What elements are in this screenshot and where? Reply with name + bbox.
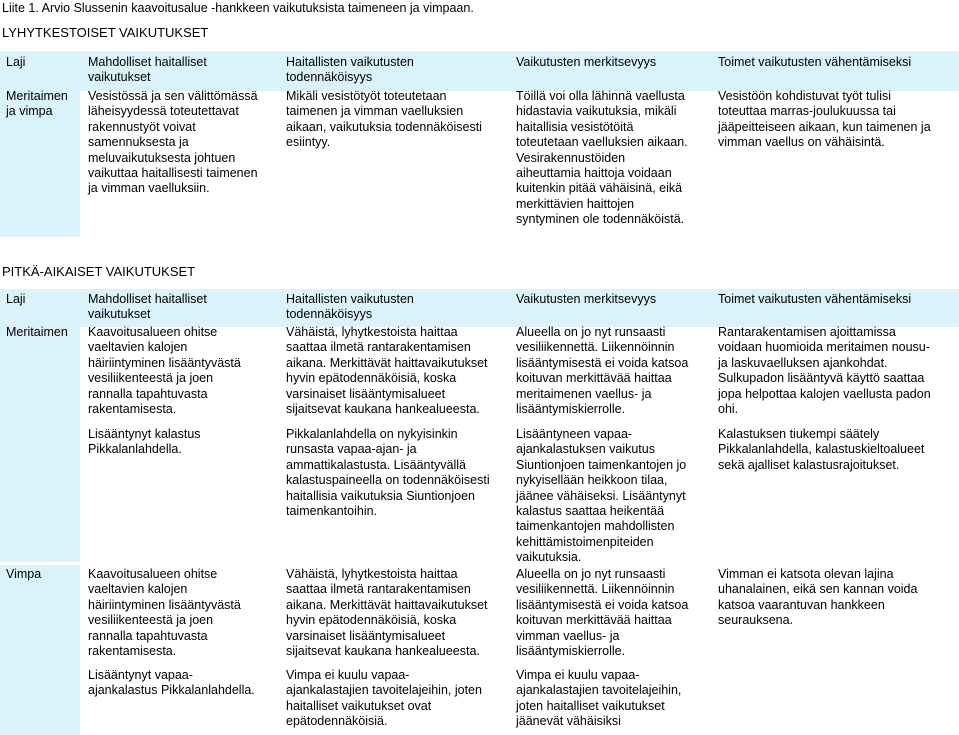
cell-line: saattaa ilmetä rantarakentamisen: [286, 582, 471, 597]
cell-line: Vesistössä ja sen välittömässä: [88, 89, 258, 103]
cell-line: ammattikalastusta. Lisääntyvällä: [286, 457, 466, 472]
cell-line: Vimman ei katsota olevan lajina: [718, 567, 894, 581]
cell-line: taimenen ja vimman vaelluksien: [286, 104, 464, 119]
cell-merkitsevyys: [516, 567, 688, 659]
cell-line: hyvin epätodennäköisiä, koska: [286, 613, 457, 628]
cell-line: vaikutuksia.: [516, 550, 582, 565]
cell-vaikutukset: [88, 567, 241, 659]
cell-line: koituvan merkittävää haittaa: [516, 613, 672, 628]
cell-todennakoisyys: [286, 567, 488, 659]
cell-line: kalastus saattaa heikentää: [516, 504, 665, 519]
cell-todennakoisyys: [286, 89, 482, 151]
cell-line: ja vimpa: [6, 104, 53, 119]
cell-line: sijaitsevat kaukana hankealueesta.: [286, 402, 480, 417]
cell-line: Pikkalanlahdella, kalastuskieltoalueet: [718, 442, 925, 457]
cell-line: ajankalastus Pikkalanlahdella.: [88, 683, 255, 698]
long-term-table: [0, 289, 959, 729]
header-todennakoisyys: [286, 55, 414, 86]
cell-line: ajankalastajien tavoitelajeihin, joten: [286, 683, 482, 698]
cell-line: taimenkantoihin.: [286, 504, 378, 519]
short-term-header-row: [0, 51, 959, 91]
cell-vaikutukset: [88, 325, 241, 417]
cell-line: runsasta vapaa-ajan- ja: [286, 442, 417, 457]
cell-line: vimman vaellus on vähäisintä.: [718, 135, 885, 150]
cell-vaikutukset: [88, 668, 255, 699]
cell-line: Vimpa ei kuulu vapaa-: [516, 668, 640, 682]
cell-line: häiriintyminen lisääntyvästä: [88, 597, 241, 612]
cell-line: hidastavia vaikutuksia, mikäli: [516, 104, 677, 119]
cell-todennakoisyys: [286, 325, 488, 417]
cell-line: vaeltavien kalojen: [88, 582, 188, 597]
cell-line: rannalla tapahtuvasta: [88, 628, 208, 643]
cell-line: ajankalastajien tavoitelajeihin,: [516, 683, 682, 698]
cell-line: vesiliikennettä. Liikennöinnin: [516, 340, 675, 355]
cell-line: Alueella on jo nyt runsaasti: [516, 325, 666, 339]
cell-todennakoisyys: [286, 427, 490, 519]
header-merkitsevyys: Vaikutusten merkitsevyys: [516, 292, 657, 306]
cell-line: Lisääntynyt vapaa-: [88, 668, 193, 682]
cell-line: Meritaimen: [6, 325, 68, 339]
header-vaikutukset-line: Mahdolliset haitalliset: [88, 55, 207, 69]
cell-line: lisääntymisestä ei voida katsoa: [516, 355, 689, 370]
cell-line: meritaimenen vaellus- ja: [516, 386, 652, 401]
cell-merkitsevyys: [516, 89, 688, 228]
cell-line: ja vimman vaelluksiin.: [88, 181, 210, 196]
cell-line: vesiliikenteestä ja joen: [88, 371, 214, 386]
cell-line: uhanalainen, eikä sen kannan voida: [718, 582, 918, 597]
header-vaikutukset: [88, 292, 207, 323]
cell-merkitsevyys: [516, 427, 686, 566]
cell-line: rannalla tapahtuvasta: [88, 386, 208, 401]
cell-line: seurauksena.: [718, 613, 794, 628]
cell-line: Vesirakennustöiden: [516, 150, 626, 165]
cell-toimet: [718, 325, 931, 417]
cell-line: koituvan merkittävää haittaa: [516, 371, 672, 386]
cell-toimet: [718, 567, 917, 629]
header-vaikutukset: [88, 55, 207, 86]
cell-todennakoisyys: [286, 668, 482, 730]
cell-line: Meritaimen: [6, 89, 68, 103]
long-term-vimpa-laji-bg: [0, 565, 80, 735]
cell-merkitsevyys: [516, 325, 688, 417]
cell-line: aiheuttamia haittoja voidaan: [516, 166, 672, 181]
cell-line: Kaavoitusalueen ohitse: [88, 325, 218, 339]
cell-line: jäänee vähäiseksi. Lisääntynyt: [516, 488, 686, 503]
header-vaikutukset-line: Mahdolliset haitalliset: [88, 292, 207, 306]
cell-merkitsevyys: [516, 668, 681, 730]
header-vaikutukset-line: vaikutukset: [88, 70, 151, 85]
cell-line: Rantarakentamisen ajoittamissa: [718, 325, 896, 339]
cell-line: toteuttaa marras-joulukuussa tai: [718, 104, 896, 119]
cell-line: rakennustyöt voivat: [88, 119, 196, 134]
cell-line: vimman vaellus- ja: [516, 628, 620, 643]
cell-line: jääpeitteiseen aikaan, kun taimenen ja: [718, 119, 931, 134]
cell-line: lisääntymiskierrolle.: [516, 644, 626, 659]
cell-line: kuitenkin pitää vähäisinä, eikä: [516, 181, 683, 196]
cell-line: joten haitalliset vaikutukset: [516, 698, 665, 713]
header-merkitsevyys: Vaikutusten merkitsevyys: [516, 55, 657, 69]
cell-line: rakentamisesta.: [88, 402, 177, 417]
cell-line: aikana. Merkittävät haittavaikutukset: [286, 355, 488, 370]
cell-line: meluvaikutuksesta johtuen: [88, 150, 236, 165]
cell-line: rakentamisesta.: [88, 644, 177, 659]
cell-line: jäänevät vähäisiksi: [516, 714, 621, 729]
cell-line: taimenkantojen mahdollisten: [516, 519, 675, 534]
cell-line: vesiliikenteestä ja joen: [88, 613, 214, 628]
cell-line: Kaavoitusalueen ohitse: [88, 567, 218, 581]
cell-line: Alueella on jo nyt runsaasti: [516, 567, 666, 581]
cell-line: ajankalastuksen vaikutus: [516, 442, 655, 457]
cell-line: sekä ajalliset kalastusrajoitukset.: [718, 457, 900, 472]
long-term-section-title: PITKÄ-AIKAISET VAIKUTUKSET: [2, 264, 196, 279]
cell-line: häiriintyminen lisääntyvästä: [88, 355, 241, 370]
cell-line: Sulkupadon lisääntyvä käyttö saattaa: [718, 371, 925, 386]
cell-line: jopa helpottaa kalojen vaellusta padon: [718, 386, 931, 401]
cell-line: haitallisia vesistötöitä: [516, 119, 634, 134]
cell-laji: [6, 567, 41, 582]
cell-line: Kalastuksen tiukempi säätely: [718, 427, 880, 441]
cell-line: läheisyydessä toteutettavat: [88, 104, 239, 119]
short-term-table: [0, 51, 959, 227]
cell-line: Mikäli vesistötyöt toteutetaan: [286, 89, 447, 103]
cell-laji: [6, 89, 68, 120]
cell-toimet: [718, 89, 931, 151]
cell-line: saattaa ilmetä rantarakentamisen: [286, 340, 471, 355]
cell-line: lisääntymiskierrolle.: [516, 402, 626, 417]
cell-line: nykyisellään heikkoon tilaa,: [516, 473, 668, 488]
cell-line: syntyminen ole todennäköistä.: [516, 212, 685, 227]
cell-line: Vähäistä, lyhytkestoista haittaa: [286, 325, 458, 339]
header-laji: Laji: [6, 55, 26, 69]
document-title: Liite 1. Arvio Slussenin kaavoitusalue -hankkeen vaikutuksista taimeneen ja vimpaan.: [2, 1, 474, 15]
header-todennakoisyys-line: Haitallisten vaikutusten: [286, 55, 414, 69]
cell-line: Lisääntynyt kalastus: [88, 427, 201, 441]
cell-line: kehittämistoimenpiteiden: [516, 534, 654, 549]
cell-line: esiintyy.: [286, 135, 331, 150]
cell-line: haitallisia vaikutuksia Siuntionjoen: [286, 488, 476, 503]
cell-line: Töillä voi olla lähinnä vaellusta: [516, 89, 685, 103]
cell-laji: [6, 325, 68, 340]
long-term-header-row: [0, 289, 959, 327]
cell-line: kalastuspaineella on todennäköisesti: [286, 473, 490, 488]
header-todennakoisyys-line: todennäköisyys: [286, 70, 373, 85]
cell-line: varsinaiset lisääntymisalueet: [286, 386, 446, 401]
cell-line: Vähäistä, lyhytkestoista haittaa: [286, 567, 458, 581]
cell-line: varsinaiset lisääntymisalueet: [286, 628, 446, 643]
cell-line: Lisääntyneen vapaa-: [516, 427, 633, 441]
long-term-meritaimen-laji-bg: [0, 327, 80, 562]
cell-line: ohi.: [718, 402, 739, 417]
cell-line: aikana. Merkittävät haittavaikutukset: [286, 597, 488, 612]
header-laji: Laji: [6, 292, 26, 306]
cell-line: Siuntionjoen taimenkantojen jo: [516, 457, 687, 472]
cell-line: haitalliset vaikutukset ovat: [286, 698, 432, 713]
cell-line: sijaitsevat kaukana hankealueesta.: [286, 644, 480, 659]
cell-line: Pikkalanlahdella on nykyisinkin: [286, 427, 458, 441]
cell-line: Pikkalanlahdella.: [88, 442, 182, 457]
header-todennakoisyys: [286, 292, 414, 323]
header-vaikutukset-line: vaikutukset: [88, 307, 151, 322]
cell-line: vaeltavien kalojen: [88, 340, 188, 355]
cell-line: katsoa vaarantuvan hankkeen: [718, 597, 885, 612]
cell-line: Vesistöön kohdistuvat työt tulisi: [718, 89, 892, 103]
cell-vaikutukset: [88, 427, 201, 458]
cell-line: aikaan, vaikutuksia todennäköisesti: [286, 119, 482, 134]
header-todennakoisyys-line: todennäköisyys: [286, 307, 373, 322]
header-todennakoisyys-line: Haitallisten vaikutusten: [286, 292, 414, 306]
header-toimet: Toimet vaikutusten vähentämiseksi: [718, 55, 912, 69]
cell-line: voidaan huomioida meritaimen nousu-: [718, 340, 930, 355]
cell-toimet: [718, 427, 924, 473]
cell-line: vesiliikennettä. Liikennöinnin: [516, 582, 675, 597]
cell-vaikutukset: [88, 89, 258, 197]
cell-line: Vimpa: [6, 567, 42, 581]
cell-line: epätodennäköisiä.: [286, 714, 388, 729]
cell-line: samennuksesta ja: [88, 135, 189, 150]
cell-line: ja laskuvaelluksen ajankohdat.: [718, 355, 888, 370]
cell-line: Vimpa ei kuulu vapaa-: [286, 668, 410, 682]
short-term-section-title: LYHYTKESTOISET VAIKUTUKSET: [2, 25, 209, 40]
cell-line: toteutetaan vaelluksien aikaan.: [516, 135, 688, 150]
cell-line: merkittävien haittojen: [516, 196, 635, 211]
cell-line: lisääntymisestä ei voida katsoa: [516, 597, 689, 612]
cell-line: hyvin epätodennäköisiä, koska: [286, 371, 457, 386]
cell-line: vaikuttaa haitallisesti taimenen: [88, 166, 258, 181]
header-toimet: Toimet vaikutusten vähentämiseksi: [718, 292, 912, 306]
